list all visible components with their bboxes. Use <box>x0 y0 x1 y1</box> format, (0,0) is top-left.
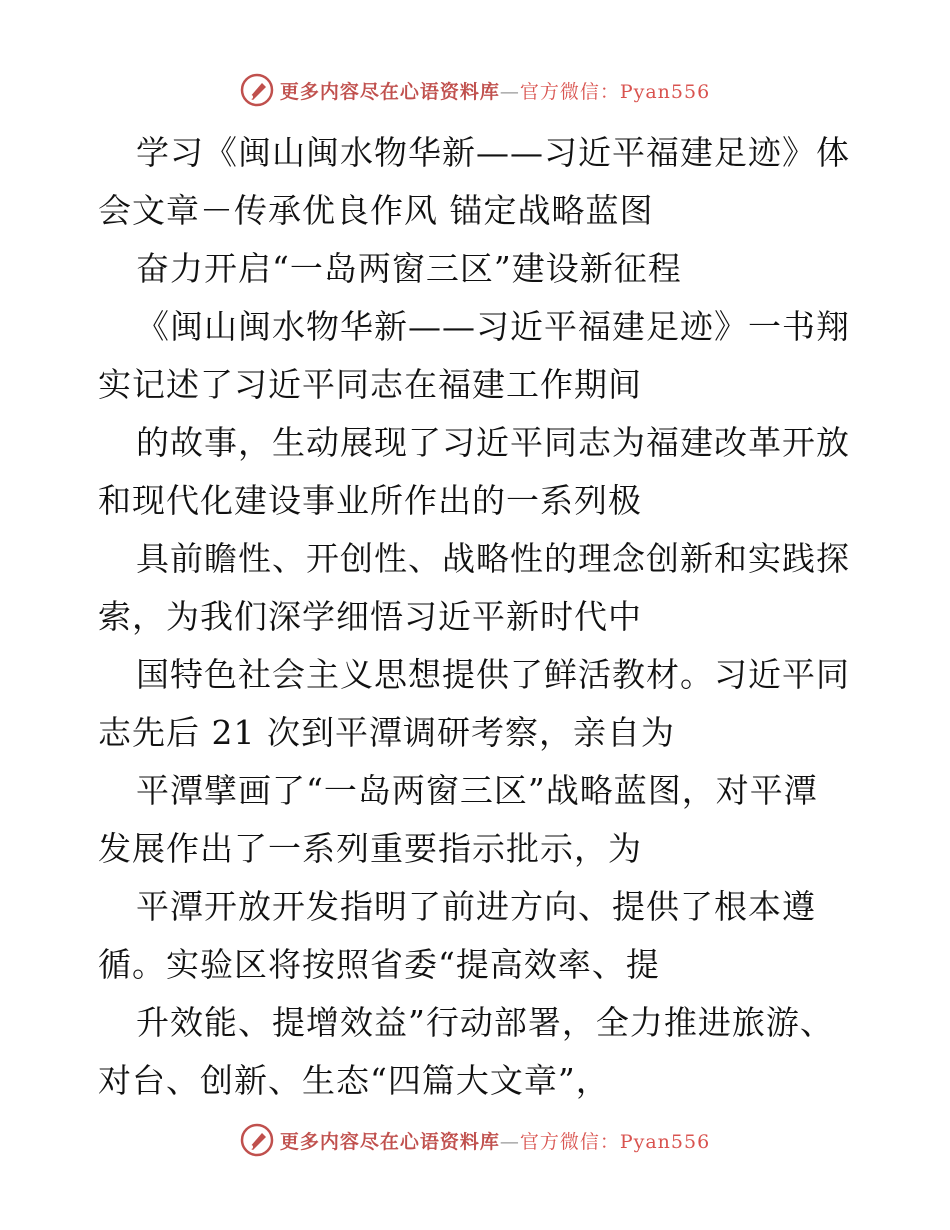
watermark-contact: 官方微信：Pyan556 <box>519 1130 711 1153</box>
text-line: 奋力开启“一岛两窗三区”建设新征程 <box>136 249 682 288</box>
text-line: 平潭擘画了“一岛两窗三区”战略蓝图，对平潭 <box>136 771 818 810</box>
text-line: 国特色社会主义思想提供了鲜活教材。习近平同 <box>136 655 850 694</box>
text-line: 实记述了习近平同志在福建工作期间 <box>98 365 642 404</box>
watermark-separator: — <box>499 80 520 103</box>
text-line: 升效能、提增效益”行动部署，全力推进旅游、 <box>136 1003 834 1042</box>
text-line: 的故事，生动展现了习近平同志为福建改革开放 <box>136 423 850 462</box>
document-body <box>98 124 858 1110</box>
watermark-contact: 官方微信：Pyan556 <box>519 80 711 103</box>
text-line: 索，为我们深学细悟习近平新时代中 <box>98 597 642 636</box>
text-line: 学习《闽山闽水物华新——习近平福建足迹》体 <box>136 133 850 172</box>
text-line: 和现代化建设事业所作出的一系列极 <box>98 481 642 520</box>
pen-logo-icon <box>240 1123 274 1157</box>
pen-logo-icon <box>240 73 274 107</box>
text-line: 发展作出了一系列重要指示批示，为 <box>98 829 642 868</box>
text-line: 《闽山闽水物华新——习近平福建足迹》一书翔 <box>136 307 850 346</box>
watermark-separator: — <box>499 1130 520 1153</box>
watermark-text: 更多内容尽在心语资料库 <box>279 80 500 103</box>
watermark-footer <box>0 1118 950 1162</box>
text-line: 会文章－传承优良作风 锚定战略蓝图 <box>98 191 654 230</box>
text-line: 平潭开放开发指明了前进方向、提供了根本遵 <box>136 887 816 926</box>
text-line: 具前瞻性、开创性、战略性的理念创新和实践探 <box>136 539 850 578</box>
watermark-header <box>0 68 950 112</box>
text-line: 对台、创新、生态“四篇大文章”， <box>98 1061 610 1100</box>
watermark-text: 更多内容尽在心语资料库 <box>279 1130 500 1153</box>
text-line: 循。实验区将按照省委“提高效率、提 <box>98 945 660 984</box>
text-line: 志先后 21 次到平潭调研考察，亲自为 <box>98 713 675 752</box>
